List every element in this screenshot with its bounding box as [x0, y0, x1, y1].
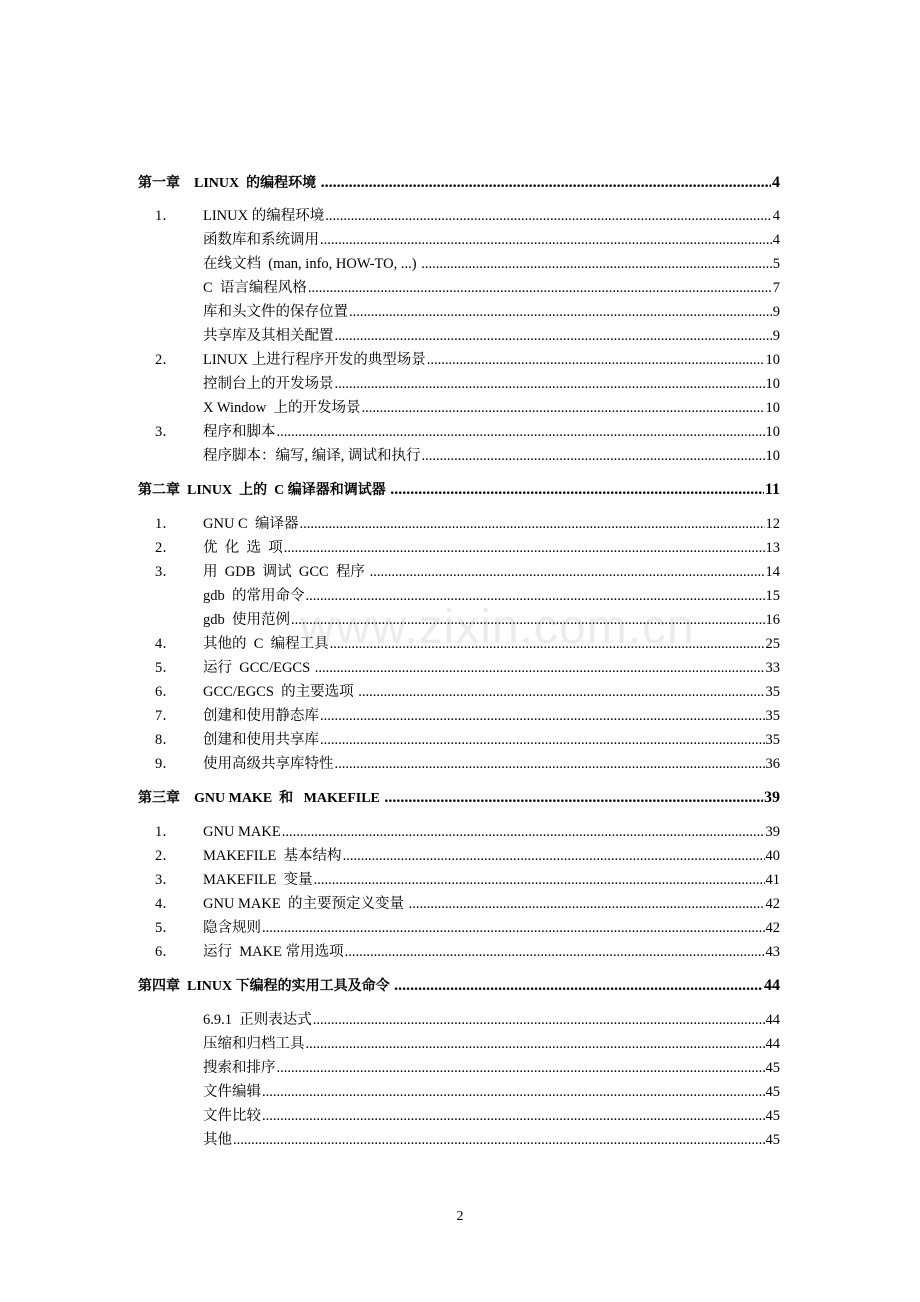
toc-page-number: 12: [765, 516, 780, 532]
toc-entry[interactable]: [0, 1081, 920, 1103]
toc-page-number: 10: [765, 376, 780, 392]
toc-leader-dots: [233, 1129, 765, 1151]
toc-leader-dots: [349, 301, 772, 323]
toc-entry[interactable]: [0, 821, 920, 843]
toc-entry[interactable]: [0, 229, 920, 251]
toc-page-number: 45: [765, 1084, 780, 1100]
toc-entry-number: 1．: [155, 516, 177, 532]
toc-page-number: 35: [765, 708, 780, 724]
toc-page-number: 45: [765, 1132, 780, 1148]
toc-entry[interactable]: [0, 373, 920, 395]
toc-page-number: 35: [765, 684, 780, 700]
toc-entry[interactable]: [0, 681, 920, 703]
toc-leader-dots: [314, 869, 765, 891]
toc-page-number: 42: [765, 920, 780, 936]
toc-page-number: 4: [772, 208, 780, 224]
toc-leader-dots: [299, 513, 764, 535]
toc-entry[interactable]: [0, 893, 920, 915]
toc-entry-title: C 语言编程风格: [203, 280, 307, 296]
toc-page-number: 10: [765, 352, 780, 368]
toc-page-number: 14: [765, 564, 780, 580]
toc-entry-number: 4．: [155, 636, 177, 652]
toc-page-number: 45: [765, 1060, 780, 1076]
toc-leader-dots: [409, 893, 765, 915]
toc-entry-title: LINUX 的编程环境: [203, 208, 325, 224]
toc-entry-number: 9．: [155, 756, 177, 772]
toc-entry-title: 其他的 C 编程工具: [203, 636, 329, 652]
toc-entry[interactable]: [0, 941, 920, 963]
toc-page-number: 42: [765, 896, 780, 912]
toc-entry[interactable]: [0, 657, 920, 679]
toc-entry[interactable]: [0, 1129, 920, 1151]
toc-entry[interactable]: [0, 277, 920, 299]
toc-entry[interactable]: [0, 513, 920, 535]
watermark: www.zixin.com.cn: [300, 601, 695, 654]
toc-entry[interactable]: [0, 1057, 920, 1079]
toc-entry-title: 程序脚本：编写, 编译, 调试和执行: [203, 448, 421, 464]
toc-entry[interactable]: [0, 1009, 920, 1031]
toc-page-number: 4: [772, 232, 780, 248]
toc-entry[interactable]: [0, 869, 920, 891]
toc-entry-title: 创建和使用共享库: [203, 732, 319, 748]
toc-leader-dots: [335, 325, 772, 347]
toc-leader-dots: [394, 975, 763, 997]
toc-entry-title: 共享库及其相关配置: [203, 328, 334, 344]
toc-entry-number: 1．: [155, 824, 177, 840]
toc-page-number: 11: [764, 481, 780, 498]
toc-leader-dots: [262, 917, 765, 939]
toc-entry-number: 1．: [155, 208, 177, 224]
toc-leader-dots: [422, 445, 765, 467]
toc-leader-dots: [315, 657, 765, 679]
toc-entry-number: 3．: [155, 564, 177, 580]
toc-page-number: 44: [765, 1036, 780, 1052]
toc-entry[interactable]: [0, 609, 920, 631]
toc-leader-dots: [335, 753, 765, 775]
toc-page-number: 33: [765, 660, 780, 676]
toc-leader-dots: [308, 277, 772, 299]
toc-page-number: 41: [765, 872, 780, 888]
toc-page-number: 43: [765, 944, 780, 960]
toc-entry-title: X Window 上的开发场景: [203, 400, 361, 416]
toc-entry[interactable]: [0, 421, 920, 443]
toc-leader-dots: [277, 1057, 765, 1079]
toc-leader-dots: [370, 561, 765, 583]
toc-entry-number: 5．: [155, 920, 177, 936]
toc-entry[interactable]: [0, 753, 920, 775]
toc-entry-title: 在线文档 (man, info, HOW-TO, ...): [203, 256, 421, 272]
toc-leader-dots: [306, 585, 765, 607]
toc-entry[interactable]: [0, 349, 920, 371]
toc-leader-dots: [390, 479, 764, 501]
toc-page-number: 16: [765, 612, 780, 628]
toc-entry-number: 2．: [155, 540, 177, 556]
toc-page-number: 13: [765, 540, 780, 556]
toc-entry[interactable]: [0, 397, 920, 419]
toc-entry-title: 库和头文件的保存位置: [203, 304, 348, 320]
toc-entry-number: 3．: [155, 872, 177, 888]
toc-chapter-title: 第一章 LINUX 的编程环境: [138, 176, 320, 191]
toc-entry-title: 函数库和系统调用: [203, 232, 319, 248]
toc-entry[interactable]: [0, 253, 920, 275]
toc-chapter-title: 第三章 GNU MAKE 和 MAKEFILE: [138, 791, 384, 806]
toc-leader-dots: [343, 845, 765, 867]
toc-page-number: 39: [764, 789, 780, 806]
toc-entry-title: GNU MAKE: [203, 824, 281, 840]
toc-page-number: 25: [765, 636, 780, 652]
toc-chapter-title: 第四章 LINUX 下编程的实用工具及命令: [138, 979, 394, 994]
toc-entry-title: GNU MAKE 的主要预定义变量: [203, 896, 408, 912]
toc-leader-dots: [358, 681, 764, 703]
toc-entry[interactable]: [0, 705, 920, 727]
toc-page-number: 40: [765, 848, 780, 864]
toc-page-number: 5: [772, 256, 780, 272]
toc-entry-title: 隐含规则: [203, 920, 261, 936]
toc-page-number: 36: [765, 756, 780, 772]
toc-entry[interactable]: [0, 729, 920, 751]
toc-entry-title: 文件比较: [203, 1108, 261, 1124]
toc-page-number: 9: [772, 304, 780, 320]
toc-leader-dots: [284, 537, 765, 559]
toc-entry-title: 优 化 选 项: [203, 540, 283, 556]
toc-entry-number: 8．: [155, 732, 177, 748]
toc-page-number: 35: [765, 732, 780, 748]
toc-page-number: 10: [765, 424, 780, 440]
toc-entry[interactable]: [0, 1105, 920, 1127]
toc-entry[interactable]: [0, 301, 920, 323]
toc-leader-dots: [262, 1105, 765, 1127]
toc-entry-title: GCC/EGCS 的主要选项: [203, 684, 358, 700]
toc-entry-number: 6．: [155, 684, 177, 700]
toc-entry-title: 文件编辑: [203, 1084, 261, 1100]
toc-leader-dots: [427, 349, 765, 371]
toc-leader-dots: [313, 1009, 765, 1031]
toc-entry-title: MAKEFILE 基本结构: [203, 848, 342, 864]
toc-leader-dots: [282, 821, 765, 843]
toc-page-number: 7: [772, 280, 780, 296]
toc-leader-dots: [320, 729, 765, 751]
toc-page-number: 4: [772, 174, 780, 191]
toc-entry[interactable]: [0, 445, 920, 467]
toc-entry-title: 压缩和归档工具: [203, 1036, 305, 1052]
toc-entry-title: 运行 MAKE 常用选项: [203, 944, 344, 960]
toc-entry-number: 7．: [155, 708, 177, 724]
toc-chapter-title: 第二章 LINUX 上的 C 编译器和调试器: [138, 483, 390, 498]
toc-page-number: 10: [765, 448, 780, 464]
toc-entry-title: 用 GDB 调试 GCC 程序: [203, 564, 369, 580]
toc-leader-dots: [306, 1033, 765, 1055]
toc-leader-dots: [421, 253, 772, 275]
toc-entry-title: MAKEFILE 变量: [203, 872, 313, 888]
toc-leader-dots: [321, 172, 771, 194]
toc-entry-number: 5．: [155, 660, 177, 676]
toc-leader-dots: [335, 373, 765, 395]
toc-entry-title: GNU C 编译器: [203, 516, 299, 532]
toc-chapter[interactable]: [0, 975, 920, 997]
toc-entry-title: 6.9.1 正则表达式: [203, 1012, 312, 1028]
toc-entry[interactable]: [0, 585, 920, 607]
toc-entry-number: 2．: [155, 848, 177, 864]
toc-entry[interactable]: [0, 917, 920, 939]
page-number: 2: [456, 1209, 464, 1224]
toc-page-number: 44: [764, 977, 780, 994]
toc-entry-title: 使用高级共享库特性: [203, 756, 334, 772]
toc-page-number: 39: [765, 824, 780, 840]
toc-leader-dots: [320, 705, 765, 727]
toc-entry-title: 运行 GCC/EGCS: [203, 660, 314, 676]
toc-entry-title: gdb 使用范例: [203, 612, 290, 628]
toc-entry[interactable]: [0, 845, 920, 867]
toc-leader-dots: [320, 229, 772, 251]
toc-entry-title: 程序和脚本: [203, 424, 276, 440]
toc-entry[interactable]: [0, 1033, 920, 1055]
toc-leader-dots: [262, 1081, 765, 1103]
toc-page-number: 10: [765, 400, 780, 416]
toc-page-number: 15: [765, 588, 780, 604]
toc-entry-title: LINUX 上进行程序开发的典型场景: [203, 352, 426, 368]
toc-leader-dots: [330, 633, 765, 655]
toc-chapter[interactable]: [0, 479, 920, 501]
toc-entry[interactable]: [0, 537, 920, 559]
toc-leader-dots: [325, 205, 772, 227]
toc-leader-dots: [291, 609, 765, 631]
toc-entry-title: 控制台上的开发场景: [203, 376, 334, 392]
toc-leader-dots: [277, 421, 765, 443]
toc-entry-number: 3．: [155, 424, 177, 440]
toc-entry[interactable]: [0, 561, 920, 583]
toc-entry[interactable]: [0, 325, 920, 347]
toc-entry[interactable]: [0, 633, 920, 655]
toc-chapter[interactable]: [0, 172, 920, 194]
toc-entry-title: 创建和使用静态库: [203, 708, 319, 724]
toc-page-number: 9: [772, 328, 780, 344]
toc-entry-title: 其他: [203, 1132, 232, 1148]
toc-entry-number: 4．: [155, 896, 177, 912]
toc-page-number: 45: [765, 1108, 780, 1124]
toc-entry-number: 6．: [155, 944, 177, 960]
toc-leader-dots: [345, 941, 765, 963]
toc-entry-title: gdb 的常用命令: [203, 588, 305, 604]
toc-chapter[interactable]: [0, 787, 920, 809]
toc-entry[interactable]: [0, 205, 920, 227]
toc-entry-title: 搜索和排序: [203, 1060, 276, 1076]
toc-page-number: 44: [765, 1012, 780, 1028]
toc-leader-dots: [384, 787, 763, 809]
toc-entry-number: 2．: [155, 352, 177, 368]
toc-leader-dots: [361, 397, 764, 419]
